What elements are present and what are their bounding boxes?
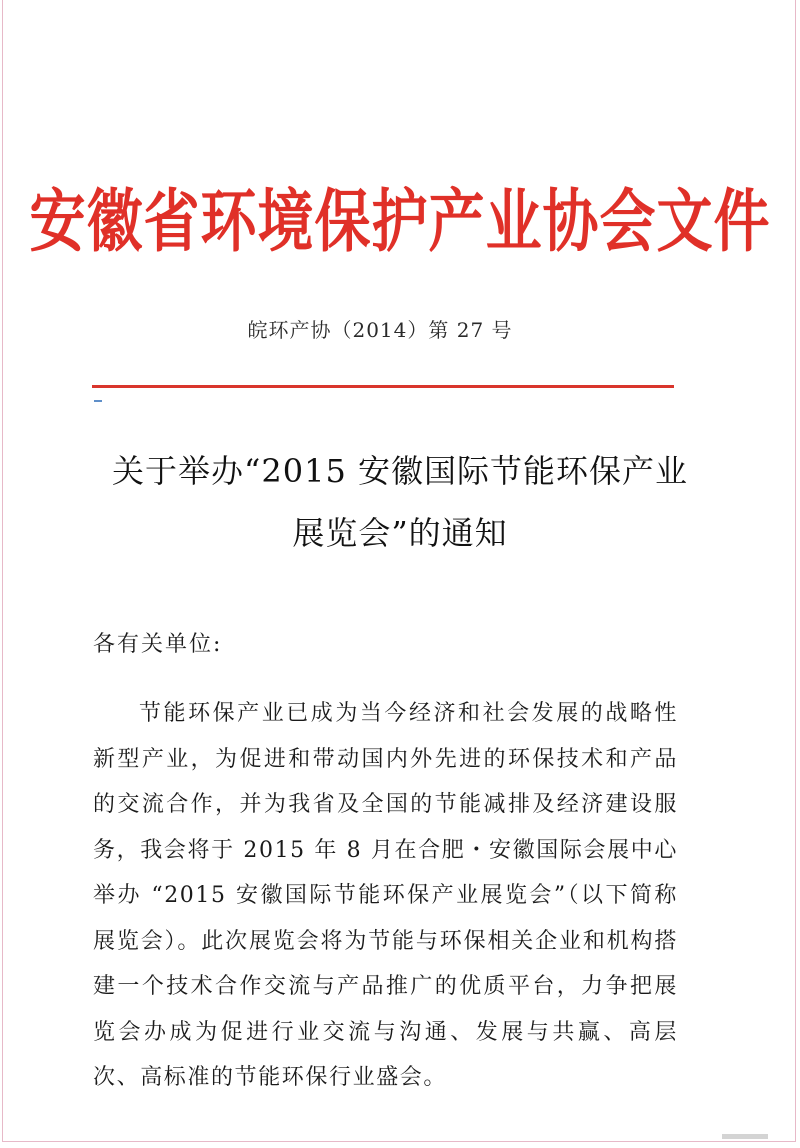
- document-header-title: 安徽省环境保护产业协会文件: [29, 182, 771, 262]
- body-paragraph: 节能环保产业已成为当今经济和社会发展的战略性新型产业，为促进和带动国内外先进的环保技术和产品的交流合作，并为我省及全国的节能减排及经济建设服务，我会将于 2015 年 8 月在合肥・安徽国际会展中心举办 “2015 安徽国际节能环保产业展览会”（以下简称展览会）。此次展览会将为节能与环保相关企业和机构搭建一个技术合作交流与产品推广的优质平台，力争把展览会办成为促进行业交流与沟通、发展与共赢、高层次、高标准的节能环保行业盛会。: [93, 701, 678, 1090]
- footer-mark: [722, 1134, 768, 1139]
- document-number: 皖环产协（2014）第 27 号: [247, 318, 513, 342]
- notice-title: [0, 440, 800, 564]
- header-divider-rule: [92, 385, 674, 388]
- salutation: 各有关单位:: [93, 632, 223, 657]
- divider-mark: [94, 400, 102, 402]
- notice-title-line-1: 关于举办“2015 安徽国际节能环保产业: [112, 452, 688, 490]
- notice-title-line-2: 展览会”的通知: [292, 514, 508, 552]
